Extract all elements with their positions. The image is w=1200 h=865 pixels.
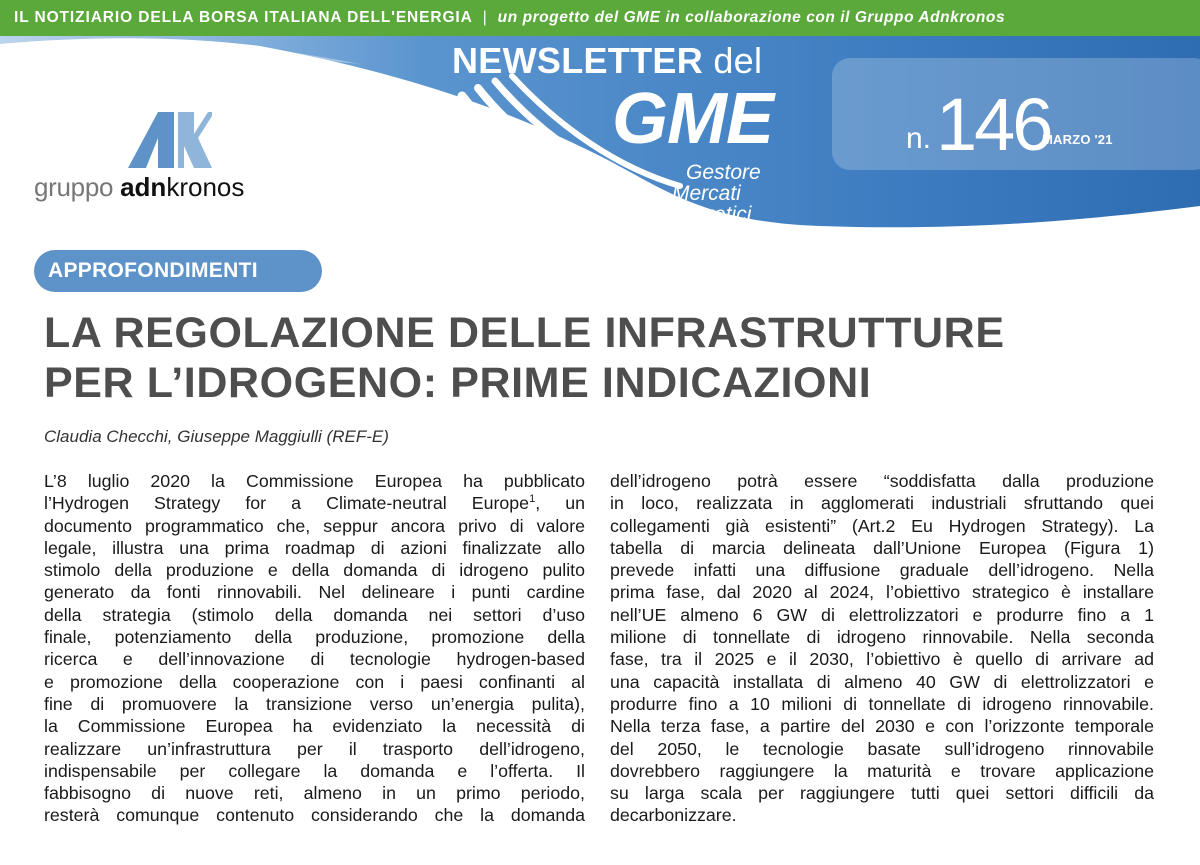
newsletter-title-word: NEWSLETTER: [452, 40, 703, 81]
newsletter-title-del: del: [713, 40, 763, 81]
body-line: prevede infatti una diffusione graduale dell’idrogeno. Nella: [610, 560, 1154, 581]
body-line-tail: , un: [535, 493, 585, 514]
article-column-right: [610, 470, 1154, 827]
body-line: del 2050, le tecnologie basate sull’idrogeno rinnovabile: [610, 738, 1154, 759]
gme-subtitle-mercati: Mercati: [672, 182, 741, 205]
top-banner: [0, 0, 1200, 36]
body-line: decarbonizzare.: [610, 805, 737, 826]
body-line: dovrebbero raggiungere la maturità e trovare applicazione: [610, 760, 1154, 781]
body-line: prima fase, dal 2020 al 2024, l’obiettivo strategico è installare: [610, 582, 1154, 603]
article-authors: Claudia Checchi, Giuseppe Maggiulli (REF-E): [44, 427, 389, 446]
logo-word-gruppo: gruppo: [34, 172, 121, 202]
body-line: ricerca e dell’innovazione di tecnologie hydrogen-based: [44, 649, 585, 670]
adnkronos-logo-text: [34, 172, 244, 203]
section-label-badge: APPROFONDIMENTI: [34, 250, 322, 292]
gme-subtitle-gestore: Gestore: [686, 161, 761, 184]
body-line: legale, illustra una prima roadmap di azioni finalizzate allo: [44, 537, 585, 558]
body-line: generato da fonti rinnovabili. Nel delineare i punti cardine: [44, 582, 585, 603]
body-line: fine di promuovere la transizione verso un’energia pulita),: [44, 693, 585, 714]
body-line: fabbisogno di nuove reti, almeno in un primo periodo,: [44, 783, 585, 804]
body-line: in loco, realizzata in agglomerati industriali sfruttando quei: [610, 493, 1154, 514]
body-line: milione di tonnellate di idrogeno rinnovabile. Nella seconda: [610, 627, 1154, 648]
newsletter-title: [452, 40, 762, 82]
body-line: e promozione della cooperazione con i paesi confinanti al: [44, 671, 585, 692]
issue-date: MARZO '21: [1042, 132, 1113, 147]
body-line: Nella terza fase, a partire del 2030 e con l’orizzonte temporale: [610, 716, 1154, 737]
article-title-line-1: LA REGOLAZIONE DELLE INFRASTRUTTURE: [44, 309, 1005, 357]
body-line: fase, tra il 2025 e il 2030, l’obiettivo è quello di arrivare ad: [610, 649, 1154, 670]
logo-word-kronos: kronos: [166, 172, 245, 202]
body-line: su larga scala per raggiungere tutti quei settori difficili da: [610, 783, 1154, 804]
body-line: una capacità installata di almeno 40 GW di elettrolizzatori e: [610, 671, 1154, 692]
body-line: [44, 492, 585, 514]
body-line: documento programmatico che, seppur ancora privo di valore: [44, 515, 585, 536]
body-line: la Commissione Europea ha evidenziato la necessità di: [44, 716, 585, 737]
body-line: realizzare un’infrastruttura per il trasporto dell’idrogeno,: [44, 738, 585, 759]
body-line: produrre fino a 10 milioni di tonnellate di idrogeno rinnovabile.: [610, 693, 1154, 714]
body-line: della strategia (stimolo della domanda nei settori d’uso: [44, 604, 585, 625]
body-line: L’8 luglio 2020 la Commissione Europea ha pubblicato: [44, 471, 585, 491]
body-line-text: l’Hydrogen Strategy for a Climate-neutral Europe: [44, 493, 530, 514]
gme-logo-text: GME: [612, 79, 774, 159]
body-line: tabella di marcia delineata dall’Unione Europea (Figura 1): [610, 537, 1154, 558]
issue-number: 146: [936, 83, 1051, 166]
issue-prefix: n.: [906, 122, 932, 155]
body-line: finale, potenziamento della produzione, promozione della: [44, 627, 585, 648]
gme-subtitle-energetici: Energetici: [658, 203, 752, 226]
top-banner-slogan: un progetto del GME in collaborazione con il Gruppo Adnkronos: [497, 9, 1006, 26]
body-line: nell’UE almeno 6 GW di elettrolizzatori e produrre fino a 1: [610, 604, 1154, 625]
body-line: indispensabile per collegare la domanda e l’offerta. Il: [44, 760, 585, 781]
article-title: [44, 308, 1164, 408]
logo-word-adn: adn: [120, 172, 167, 202]
body-line: dell’idrogeno potrà essere “soddisfatta dalla produzione: [610, 471, 1154, 491]
body-line: collegamenti già esistenti” (Art.2 Eu Hydrogen Strategy). La: [610, 515, 1154, 536]
article-column-left: [44, 470, 585, 827]
top-banner-text: IL NOTIZIARIO DELLA BORSA ITALIANA DELL'ENERGIA: [14, 9, 473, 26]
body-line: resterà comunque contenuto considerando che la domanda: [44, 805, 585, 826]
top-banner-separator: |: [482, 9, 488, 26]
adnkronos-logo-icon: [128, 112, 212, 168]
article-title-line-2: PER L’IDROGENO: PRIME INDICAZIONI: [44, 359, 872, 407]
footnote-marker[interactable]: 1: [529, 493, 536, 506]
body-line: stimolo della produzione e della domanda di idrogeno pulito: [44, 560, 585, 581]
